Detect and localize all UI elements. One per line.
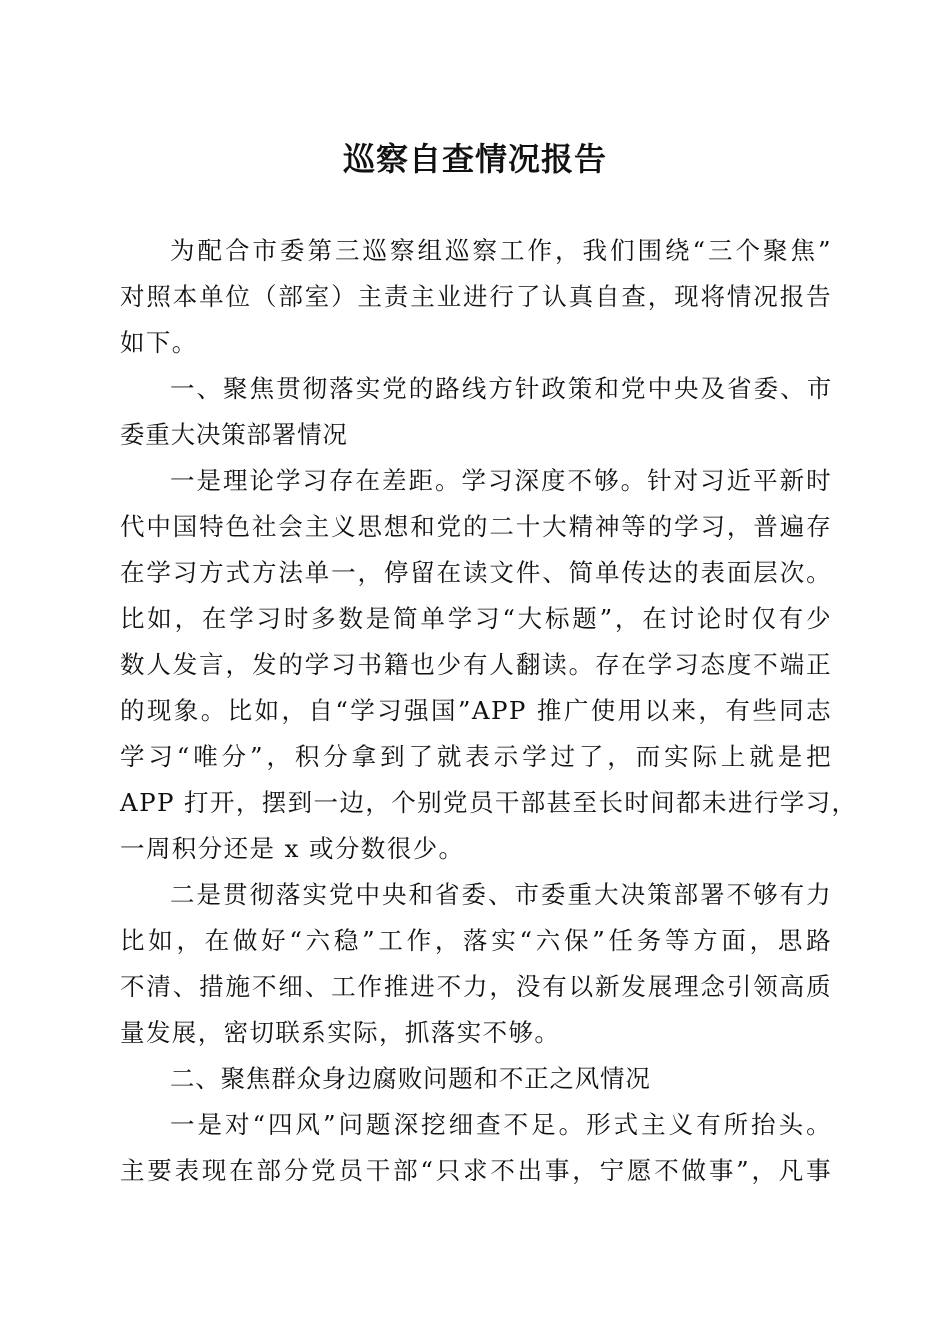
section-1-para-1-line-8: APP 打开，摆到一边，个别党员干部甚至长时间都未进行学习， (120, 788, 858, 817)
section-1-para-2-line-4: 量发展，密切联系实际，抓落实不够。 (120, 1018, 561, 1047)
section-1-para-2-line-2: 比如，在做好“六稳”工作，落实“六保”任务等方面，思路 (120, 926, 832, 955)
section-1-heading-line-2: 委重大决策部署情况 (120, 420, 348, 449)
section-2-para-1-line-2: 主要表现在部分党员干部“只求不出事，宁愿不做事”，凡事 (120, 1156, 832, 1185)
section-1-para-1-line-1: 一是理论学习存在差距。学习深度不够。针对习近平新时 (170, 466, 832, 495)
section-2-heading: 二、聚焦群众身边腐败问题和不正之风情况 (170, 1064, 651, 1093)
document-title: 巡察自查情况报告 (342, 140, 607, 178)
section-1-para-1-line-2: 代中国特色社会主义思想和党的二十大精神等的学习，普遍存 (120, 512, 832, 541)
intro-line-3: 如下。 (120, 328, 198, 357)
section-1-heading-line-1: 一、聚焦贯彻落实党的路线方针政策和党中央及省委、市 (170, 374, 832, 403)
intro-line-1: 为配合市委第三巡察组巡察工作，我们围绕“三个聚焦” (170, 236, 832, 265)
section-1-para-1-line-6: 的现象。比如，自“学习强国”APP 推广使用以来，有些同志 (120, 696, 832, 725)
section-1-para-2-line-1: 二是贯彻落实党中央和省委、市委重大决策部署不够有力 (170, 880, 832, 909)
section-1-para-1-line-7: 学习“唯分”，积分拿到了就表示学过了，而实际上就是把 (120, 742, 832, 771)
section-1-para-1-line-3: 在学习方式方法单一，停留在读文件、简单传达的表面层次。 (120, 558, 832, 587)
section-1-para-1-line-4: 比如，在学习时多数是简单学习“大标题”，在讨论时仅有少 (120, 604, 832, 633)
section-1-para-1-line-5: 数人发言，发的学习书籍也少有人翻读。存在学习态度不端正 (120, 650, 832, 679)
section-2-para-1-line-1: 一是对“四风”问题深挖细查不足。形式主义有所抬头。 (170, 1110, 832, 1139)
section-1-para-1-line-9: 一周积分还是 x 或分数很少。 (120, 834, 465, 863)
section-1-para-2-line-3: 不清、措施不细、工作推进不力，没有以新发展理念引领高质 (120, 972, 832, 1001)
intro-line-2: 对照本单位（部室）主责主业进行了认真自查，现将情况报告 (120, 282, 832, 311)
